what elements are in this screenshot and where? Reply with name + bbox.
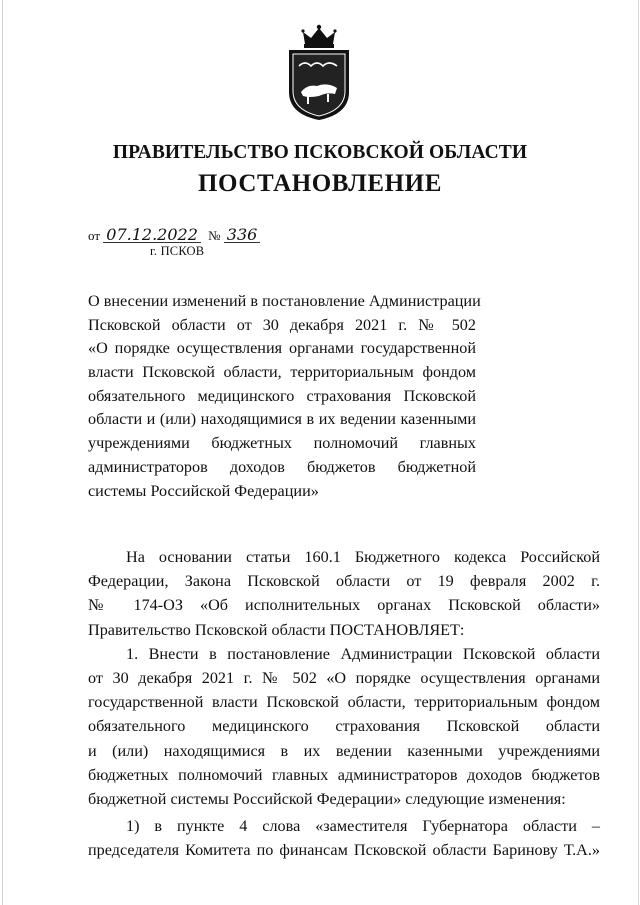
city-label: г. ПСКОВ <box>150 244 205 258</box>
title-line: О внесении изменений в постановление Администрации <box>88 292 481 310</box>
body-line: и (или) находящимися в их ведении казенными учреждениями <box>88 741 600 760</box>
title-line: обязательного медицинского страхования Псковской <box>88 386 476 405</box>
body-line: председателя Комитета по финансам Псковской области Баринову Т.А.» <box>88 841 600 860</box>
title-line: учреждениями бюджетных полномочий главных <box>88 434 476 453</box>
title-line: администраторов доходов бюджетов бюджетной <box>88 457 476 476</box>
body-line: от 30 декабря 2021 г. № 502 «О порядке осуществления органами <box>88 668 600 687</box>
title-line: системы Российской Федерации» <box>88 481 319 500</box>
scan-edge-right <box>638 0 639 905</box>
body-line: 1) в пункте 4 слова «заместителя Губернатора области – <box>126 817 600 836</box>
body-line: Федерации, Закона Псковской области от 19 февраля 2002 г. <box>88 572 600 591</box>
scan-edge-left <box>2 0 3 905</box>
handwritten-date: 07.12.2022 <box>103 228 201 243</box>
number-prefix: № <box>208 228 221 243</box>
title-line: области и (или) находящимися в их ведении казенными <box>88 410 476 429</box>
title-line: власти Псковской области, территориальным фондом <box>88 363 476 382</box>
body-line: № 174-ОЗ «Об исполнительных органах Псковской области» <box>88 596 600 615</box>
body-line: государственной власти Псковской области, территориальным фондом <box>88 693 600 712</box>
title-line: «О порядке осуществления органами государственной <box>88 339 476 358</box>
date-prefix: от <box>88 228 101 243</box>
government-name: ПРАВИТЕЛЬСТВО ПСКОВСКОЙ ОБЛАСТИ <box>112 142 528 163</box>
body-line: бюджетных полномочий главных администраторов доходов бюджетов <box>88 765 600 784</box>
decree-body <box>88 545 600 862</box>
decree-title <box>88 290 481 503</box>
body-line: бюджетной системы Российской Федерации» следующие изменения: <box>88 789 566 808</box>
document-type: ПОСТАНОВЛЕНИЕ <box>197 170 443 197</box>
body-line: Правительство Псковской области ПОСТАНОВЛЯЕТ: <box>88 620 465 639</box>
document-meta <box>88 225 260 244</box>
handwritten-number: 336 <box>224 228 261 243</box>
title-line: Псковской области от 30 декабря 2021 г. № 502 <box>88 315 476 334</box>
body-line: 1. Внести в постановление Администрации Псковской области <box>126 644 600 663</box>
body-line: На основании статьи 160.1 Бюджетного кодекса Российской <box>126 548 600 566</box>
coat-of-arms-icon <box>283 22 355 122</box>
body-line: обязательного медицинского страхования Псковской области <box>88 717 600 736</box>
